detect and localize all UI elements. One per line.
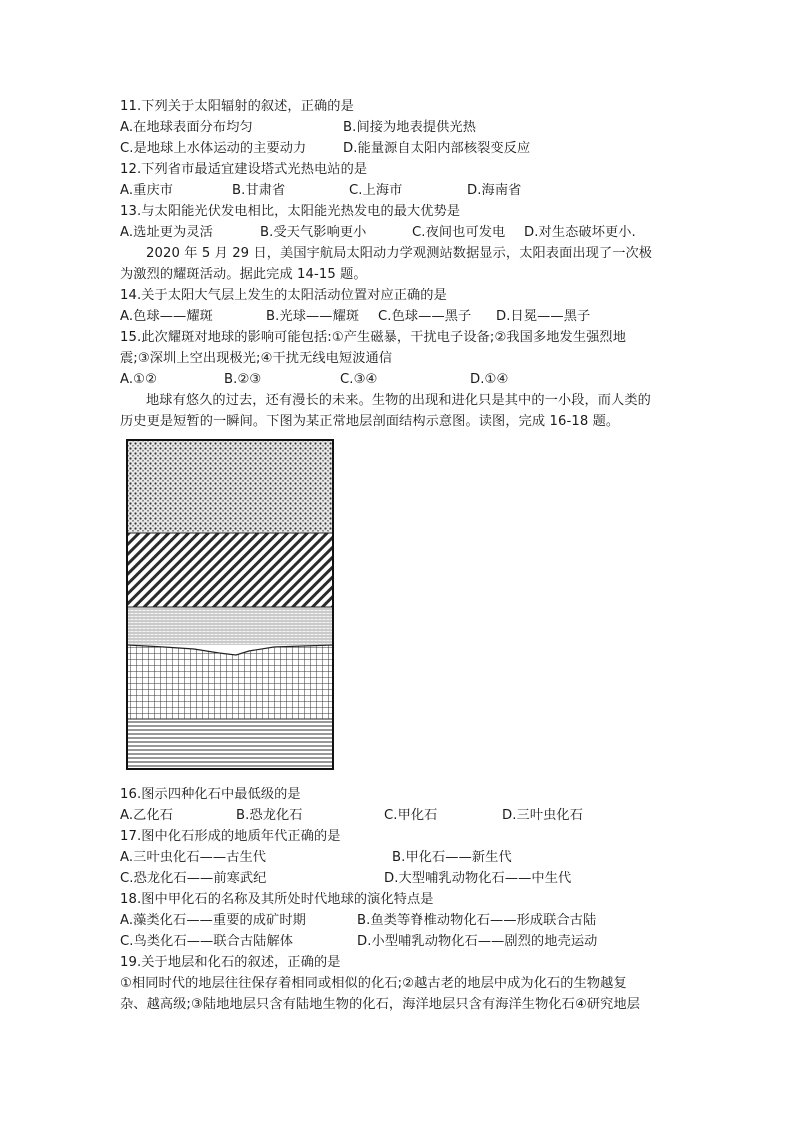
q11-option-c: C.是地球上水体运动的主要动力 [120, 141, 307, 156]
q14-option-c: C.色球——黑子 [378, 309, 472, 324]
q13-stem: 13.与太阳能光伏发电相比，太阳能光热发电的最大优势是 [120, 204, 461, 219]
strata-profile-figure [124, 437, 336, 772]
q15-option-a: A.①② [120, 372, 158, 387]
q19-line2: 杂、越高级;③陆地地层只含有陆地生物的化石，海洋地层只含有海洋生物化石④研究地层 [120, 997, 641, 1012]
q14-stem: 14.关于太阳大气层上发生的太阳活动位置对应正确的是 [120, 288, 447, 303]
q13-option-b: B.受天气影响更小 [260, 225, 367, 240]
q15-option-b: B.②③ [224, 372, 262, 387]
q12-option-b: B.甘肃省 [232, 183, 286, 198]
q18-option-a: A.藻类化石——重要的成矿时期 [120, 913, 306, 928]
q16-option-b: B.恐龙化石 [236, 808, 303, 823]
q17-option-d: D.大型哺乳动物化石——中生代 [384, 871, 572, 886]
q11-option-d: D.能量源自太阳内部核裂变反应 [343, 141, 531, 156]
q16-option-c: C.甲化石 [384, 808, 438, 823]
strata-layer-grid [128, 645, 332, 719]
q19-stem: 19.关于地层和化石的叙述，正确的是 [120, 955, 341, 970]
q18-option-b: B.鱼类等脊椎动物化石——形成联合古陆 [357, 913, 597, 928]
q14-option-d: D.日冕——黑子 [496, 309, 591, 324]
strata-layer-jia [128, 607, 332, 645]
q13-option-c: C.夜间也可发电 [412, 225, 506, 240]
q12-option-d: D.海南省 [467, 183, 522, 198]
passage2-line1: 地球有悠久的过去，还有漫长的未来。生物的出现和进化只是其中的一小段，而人类的 [146, 393, 651, 408]
q17-option-b: B.甲化石——新生代 [392, 850, 512, 865]
passage1-line2: 为激烈的耀斑活动。据此完成 14-15 题。 [120, 267, 367, 282]
q17-stem: 17.图中化石形成的地质年代正确的是 [120, 829, 341, 844]
strata-layer-diagonal [128, 533, 332, 607]
q15-option-c: C.③④ [340, 372, 378, 387]
q12-option-a: A.重庆市 [120, 183, 174, 198]
q11-stem: 11.下列关于太阳辐射的叙述，正确的是 [120, 99, 354, 114]
q13-option-d: D.对生态破坏更小. [524, 225, 636, 240]
q17-option-a: A.三叶虫化石——古生代 [120, 850, 267, 865]
passage2-line2: 历史更是短暂的一瞬间。下图为某正常地层剖面结构示意图。读图，完成 16-18 题。 [120, 414, 620, 429]
q12-stem: 12.下列省市最适宜建设塔式光热电站的是 [120, 162, 368, 177]
q15-line2: 震;③深圳上空出现极光;④干扰无线电短波通信 [120, 351, 393, 366]
q15-option-d: D.①④ [470, 372, 509, 387]
q14-option-b: B.光球——耀斑 [266, 309, 360, 324]
strata-layer-dotted [128, 441, 332, 533]
q18-option-c: C.鸟类化石——联合古陆解体 [120, 934, 294, 949]
q16-option-d: D.三叶虫化石 [502, 808, 583, 823]
q18-stem: 18.图中甲化石的名称及其所处时代地球的演化特点是 [120, 892, 434, 907]
q16-stem: 16.图示四种化石中最低级的是 [120, 787, 301, 802]
q11-option-b: B.间接为地表提供光热 [343, 120, 477, 135]
q12-option-c: C.上海市 [349, 183, 403, 198]
strata-layer-horizontal [128, 719, 332, 768]
q17-option-c: C.恐龙化石——前寒武纪 [120, 871, 267, 886]
q15-line1: 15.此次耀斑对地球的影响可能包括:①产生磁暴，干扰电子设备;②我国多地发生强烈地 [120, 330, 626, 345]
q16-option-a: A.乙化石 [120, 808, 174, 823]
q19-line1: ①相同时代的地层往往保存着相同或相似的化石;②越古老的地层中成为化石的生物越复 [120, 976, 627, 991]
q18-option-d: D.小型哺乳动物化石——剧烈的地壳运动 [357, 934, 598, 949]
q13-option-a: A.选址更为灵活 [120, 225, 213, 240]
passage1-line1: 2020 年 5 月 29 日，美国宇航局太阳动力学观测站数据显示，太阳表面出现了一次极 [146, 246, 653, 261]
q11-option-a: A.在地球表面分布均匀 [120, 120, 253, 135]
q14-option-a: A.色球——耀斑 [120, 309, 213, 324]
